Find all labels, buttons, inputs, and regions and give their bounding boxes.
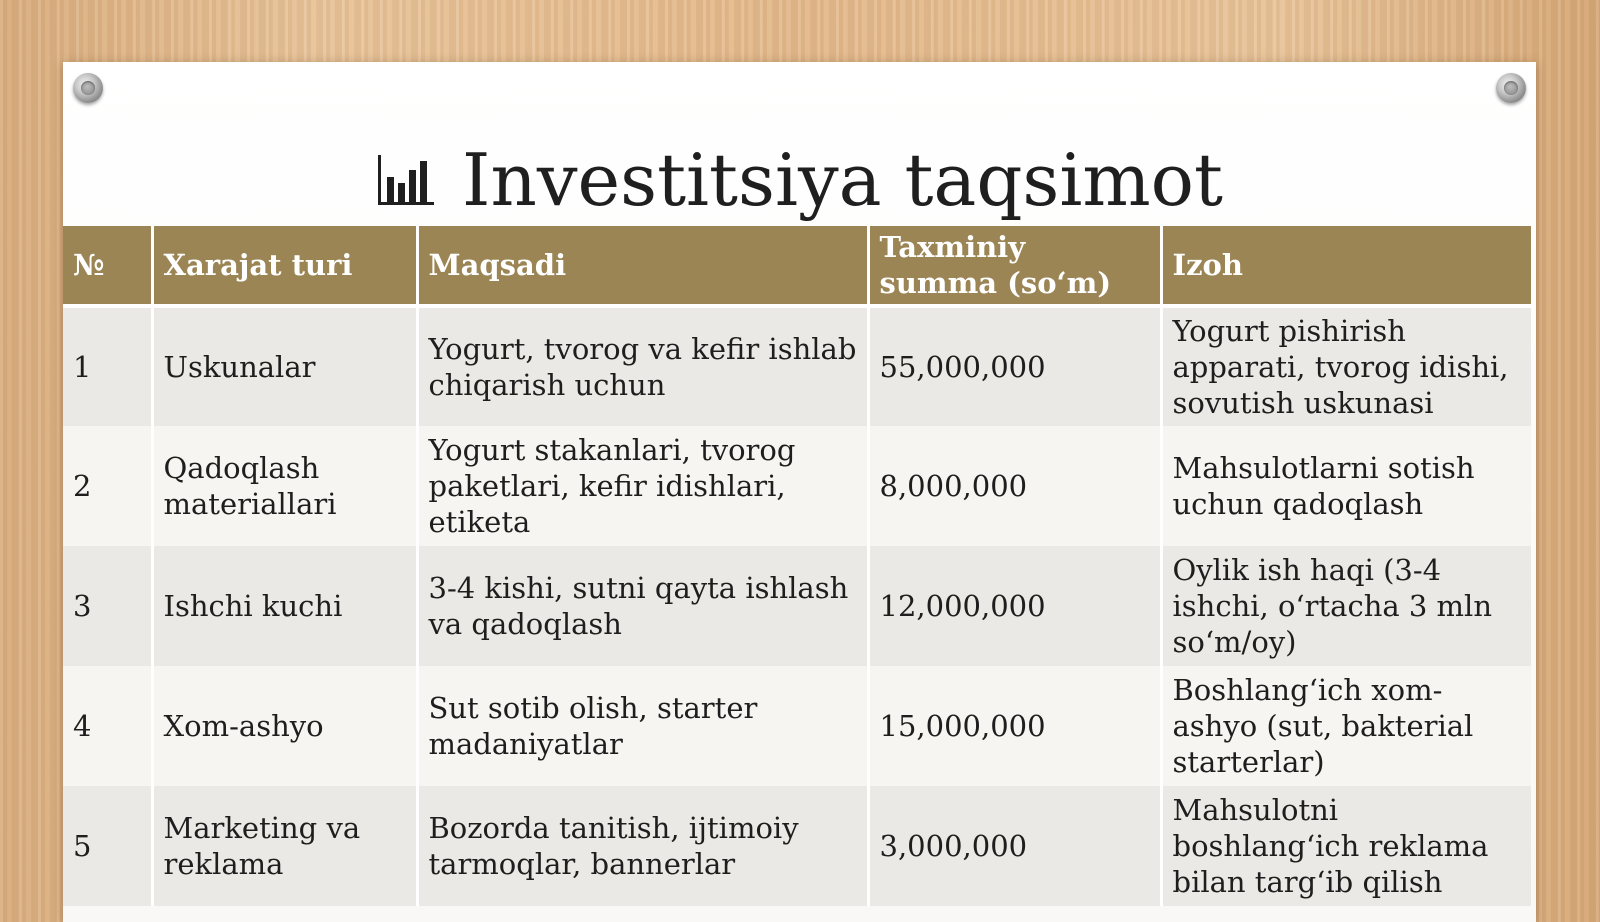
header-note: Izoh — [1161, 226, 1531, 306]
cell-number: 4 — [63, 666, 152, 786]
cell-amount: 15,000,000 — [868, 666, 1161, 786]
cell-purpose: Yogurt stakanlari, tvorog paketlari, kefir idishlari, etiketa — [417, 426, 868, 546]
cell-note: Mahsulotni boshlang‘ich reklama bilan targ‘ib qilish — [1161, 786, 1531, 906]
title-text: Investitsiya taqsimot — [462, 138, 1223, 222]
page-title — [63, 140, 1536, 220]
cell-purpose: 3-4 kishi, sutni qayta ishlash va qadoqlash — [417, 546, 868, 666]
cell-number: 3 — [63, 546, 152, 666]
investment-table — [63, 226, 1531, 906]
cell-purpose: Sut sotib olish, starter madaniyatlar — [417, 666, 868, 786]
cell-number: 2 — [63, 426, 152, 546]
cell-purpose: Yogurt, tvorog va kefir ishlab chiqarish uchun — [417, 306, 868, 426]
cell-expense-type: Marketing va reklama — [152, 786, 417, 906]
cell-amount: 8,000,000 — [868, 426, 1161, 546]
cell-number: 1 — [63, 306, 152, 426]
cell-purpose: Bozorda tanitish, ijtimoiy tarmoqlar, bannerlar — [417, 786, 868, 906]
table-header-row — [63, 226, 1531, 306]
table-row — [63, 546, 1531, 666]
pushpin-icon — [73, 73, 103, 103]
table-row — [63, 666, 1531, 786]
cell-amount: 3,000,000 — [868, 786, 1161, 906]
cell-number: 5 — [63, 786, 152, 906]
cell-amount: 12,000,000 — [868, 546, 1161, 666]
cell-note: Mahsulotlarni sotish uchun qadoqlash — [1161, 426, 1531, 546]
cell-expense-type: Uskunalar — [152, 306, 417, 426]
header-expense-type: Xarajat turi — [152, 226, 417, 306]
header-purpose: Maqsadi — [417, 226, 868, 306]
cell-expense-type: Qadoqlash materiallari — [152, 426, 417, 546]
cell-note: Oylik ish haqi (3-4 ishchi, o‘rtacha 3 mln so‘m/oy) — [1161, 546, 1531, 666]
cell-note: Boshlang‘ich xom-ashyo (sut, bakterial starterlar) — [1161, 666, 1531, 786]
table-row — [63, 786, 1531, 906]
cell-amount: 55,000,000 — [868, 306, 1161, 426]
cell-expense-type: Ishchi kuchi — [152, 546, 417, 666]
pushpin-icon — [1496, 73, 1526, 103]
header-amount: Taxminiy summa (so‘m) — [868, 226, 1161, 306]
cell-note: Yogurt pishirish apparati, tvorog idishi, sovutish uskunasi — [1161, 306, 1531, 426]
table-row — [63, 306, 1531, 426]
header-number: № — [63, 226, 152, 306]
cell-expense-type: Xom-ashyo — [152, 666, 417, 786]
slide-sheet — [63, 62, 1536, 922]
bar-chart-icon — [376, 153, 436, 207]
table-row — [63, 426, 1531, 546]
